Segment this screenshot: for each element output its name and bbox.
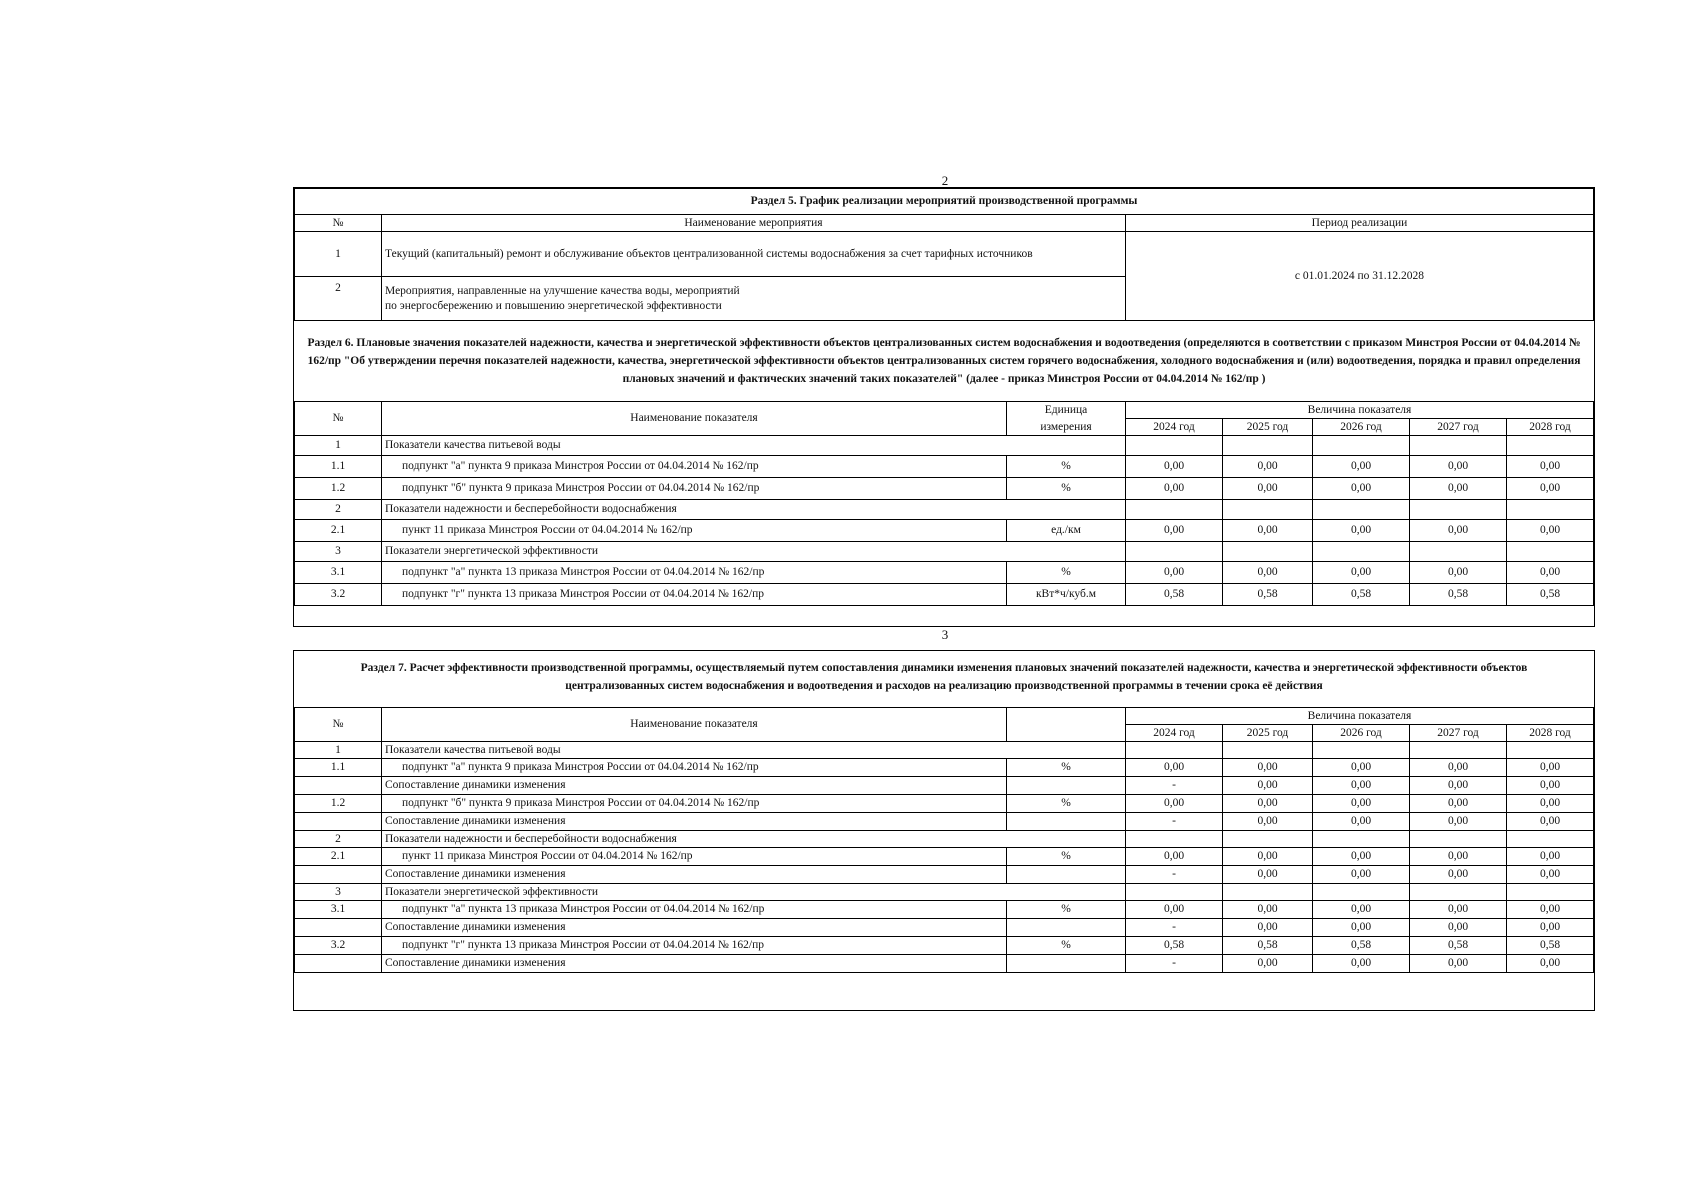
empty-cell bbox=[1313, 500, 1410, 520]
value-cell-2025: 0,00 bbox=[1223, 759, 1313, 777]
row-num: 1.1 bbox=[295, 759, 382, 777]
row-unit: % bbox=[1007, 937, 1126, 955]
row-num bbox=[295, 813, 382, 831]
value-cell-2027: 0,00 bbox=[1410, 848, 1507, 866]
s5-row-1-name: Текущий (капитальный) ремонт и обслуживание объектов централизованной системы водоснабжения за счет тарифных источников bbox=[382, 232, 1126, 277]
empty-cell bbox=[1126, 436, 1223, 456]
row-num: 1 bbox=[295, 742, 382, 759]
empty-cell bbox=[1507, 542, 1594, 562]
value-cell-2028: 0,00 bbox=[1507, 901, 1594, 919]
row-num: 1 bbox=[295, 436, 382, 456]
empty-cell bbox=[1313, 831, 1410, 848]
section-5-table bbox=[294, 188, 1594, 321]
table-row bbox=[295, 742, 1594, 759]
row-indicator-name: подпункт "а" пункта 9 приказа Минстроя России от 04.04.2014 № 162/пр bbox=[382, 456, 1007, 478]
s5-row-2-name-line1: Мероприятия, направленные на улучшение качества воды, мероприятий bbox=[385, 285, 740, 298]
empty-cell bbox=[1126, 742, 1223, 759]
table-row bbox=[295, 759, 1594, 777]
value-cell-2024: 0,58 bbox=[1126, 584, 1223, 606]
row-num bbox=[295, 777, 382, 795]
value-cell-2024: 0,00 bbox=[1126, 456, 1223, 478]
value-cell-2028: 0,00 bbox=[1507, 478, 1594, 500]
s7-year-2027: 2027 год bbox=[1410, 725, 1507, 742]
empty-cell bbox=[1313, 542, 1410, 562]
value-cell-2025: 0,58 bbox=[1223, 937, 1313, 955]
value-cell-2026: 0,00 bbox=[1313, 955, 1410, 973]
value-cell-2028: 0,00 bbox=[1507, 456, 1594, 478]
empty-cell bbox=[1223, 500, 1313, 520]
row-indicator-name: подпункт "а" пункта 13 приказа Минстроя России от 04.04.2014 № 162/пр bbox=[382, 901, 1007, 919]
empty-cell bbox=[1313, 436, 1410, 456]
value-cell-2026: 0,00 bbox=[1313, 901, 1410, 919]
s6-year-2026: 2026 год bbox=[1313, 419, 1410, 436]
value-cell-2028: 0,00 bbox=[1507, 777, 1594, 795]
empty-cell bbox=[1410, 500, 1507, 520]
section-6-title: Раздел 6. Плановые значения показателей надежности, качества и энергетической эффективности объектов централизованных систем водоснабжения и водоотведения (определяются в соответствии с приказом Минстроя России от 04.04.2014 № 162/пр "Об утверждении перечня показателей надежности, качества, энергетической эффективности объектов централизованных систем горячего водоснабжения, холодного водоснабжения и (или) водоотведения, порядка и правил определения плановых значений и фактических значений таких показателей" (далее - приказ Минстроя России от 04.04.2014 № 162/пр ) bbox=[307, 337, 1581, 385]
value-cell-2027: 0,58 bbox=[1410, 584, 1507, 606]
s6-col-unit-line1: Единица bbox=[1007, 402, 1126, 419]
value-cell-2028: 0,00 bbox=[1507, 520, 1594, 542]
table-row bbox=[295, 542, 1594, 562]
value-cell-2028: 0,00 bbox=[1507, 848, 1594, 866]
empty-cell bbox=[1410, 884, 1507, 901]
table-row bbox=[295, 795, 1594, 813]
s6-body bbox=[295, 436, 1594, 606]
value-cell-2028: 0,00 bbox=[1507, 813, 1594, 831]
section-7-block bbox=[293, 650, 1595, 1011]
row-num: 3.2 bbox=[295, 584, 382, 606]
row-unit: % bbox=[1007, 562, 1126, 584]
row-indicator-name: подпункт "а" пункта 13 приказа Минстроя России от 04.04.2014 № 162/пр bbox=[382, 562, 1007, 584]
s6-col-value: Величина показателя bbox=[1126, 402, 1594, 419]
value-cell-2024: 0,00 bbox=[1126, 795, 1223, 813]
value-cell-2024: - bbox=[1126, 777, 1223, 795]
value-cell-2026: 0,00 bbox=[1313, 866, 1410, 884]
s6-year-2024: 2024 год bbox=[1126, 419, 1223, 436]
value-cell-2024: 0,00 bbox=[1126, 848, 1223, 866]
value-cell-2024: 0,00 bbox=[1126, 901, 1223, 919]
table-row bbox=[295, 919, 1594, 937]
value-cell-2028: 0,00 bbox=[1507, 919, 1594, 937]
s7-year-2026: 2026 год bbox=[1313, 725, 1410, 742]
table-row bbox=[295, 831, 1594, 848]
value-cell-2024: - bbox=[1126, 919, 1223, 937]
row-indicator-name: подпункт "а" пункта 9 приказа Минстроя России от 04.04.2014 № 162/пр bbox=[382, 759, 1007, 777]
empty-cell bbox=[1313, 884, 1410, 901]
row-indicator-name: пункт 11 приказа Минстроя России от 04.04.2014 № 162/пр bbox=[382, 848, 1007, 866]
row-num: 1.1 bbox=[295, 456, 382, 478]
value-cell-2027: 0,00 bbox=[1410, 478, 1507, 500]
value-cell-2028: 0,00 bbox=[1507, 562, 1594, 584]
row-unit: % bbox=[1007, 478, 1126, 500]
row-unit bbox=[1007, 919, 1126, 937]
row-group-name: Показатели энергетической эффективности bbox=[382, 884, 1126, 901]
row-unit: % bbox=[1007, 901, 1126, 919]
value-cell-2025: 0,00 bbox=[1223, 866, 1313, 884]
row-num: 2.1 bbox=[295, 848, 382, 866]
row-unit bbox=[1007, 866, 1126, 884]
value-cell-2024: 0,00 bbox=[1126, 520, 1223, 542]
value-cell-2024: - bbox=[1126, 813, 1223, 831]
table-row bbox=[295, 478, 1594, 500]
table-row bbox=[295, 937, 1594, 955]
row-num: 3.1 bbox=[295, 901, 382, 919]
value-cell-2027: 0,00 bbox=[1410, 759, 1507, 777]
s7-col-value: Величина показателя bbox=[1126, 708, 1594, 725]
value-cell-2028: 0,00 bbox=[1507, 866, 1594, 884]
value-cell-2024: - bbox=[1126, 866, 1223, 884]
row-indicator-name: подпункт "г" пункта 13 приказа Минстроя России от 04.04.2014 № 162/пр bbox=[382, 937, 1007, 955]
row-unit: кВт*ч/куб.м bbox=[1007, 584, 1126, 606]
value-cell-2028: 0,00 bbox=[1507, 795, 1594, 813]
s7-year-2024: 2024 год bbox=[1126, 725, 1223, 742]
section-5-6-block bbox=[293, 187, 1595, 627]
row-unit bbox=[1007, 955, 1126, 973]
empty-cell bbox=[1126, 884, 1223, 901]
empty-cell bbox=[1223, 831, 1313, 848]
s6-year-2027: 2027 год bbox=[1410, 419, 1507, 436]
value-cell-2027: 0,58 bbox=[1410, 937, 1507, 955]
value-cell-2028: 0,58 bbox=[1507, 584, 1594, 606]
value-cell-2024: 0,00 bbox=[1126, 759, 1223, 777]
row-indicator-name: пункт 11 приказа Минстроя России от 04.04.2014 № 162/пр bbox=[382, 520, 1007, 542]
row-num: 3.1 bbox=[295, 562, 382, 584]
row-num: 2 bbox=[295, 500, 382, 520]
empty-cell bbox=[1126, 500, 1223, 520]
row-num: 3 bbox=[295, 542, 382, 562]
row-comparison-name: Сопоставление динамики изменения bbox=[382, 813, 1007, 831]
row-indicator-name: подпункт "б" пункта 9 приказа Минстроя России от 04.04.2014 № 162/пр bbox=[382, 795, 1007, 813]
value-cell-2025: 0,58 bbox=[1223, 584, 1313, 606]
s6-col-unit-line2: измерения bbox=[1007, 419, 1126, 436]
row-unit: % bbox=[1007, 759, 1126, 777]
table-row bbox=[295, 456, 1594, 478]
value-cell-2026: 0,00 bbox=[1313, 848, 1410, 866]
value-cell-2026: 0,00 bbox=[1313, 520, 1410, 542]
row-comparison-name: Сопоставление динамики изменения bbox=[382, 919, 1007, 937]
row-unit: % bbox=[1007, 456, 1126, 478]
row-num bbox=[295, 955, 382, 973]
s5-row-1-num: 1 bbox=[295, 232, 382, 277]
empty-cell bbox=[1223, 742, 1313, 759]
table-row bbox=[295, 866, 1594, 884]
empty-cell bbox=[1223, 884, 1313, 901]
value-cell-2028: 0,00 bbox=[1507, 955, 1594, 973]
value-cell-2028: 0,58 bbox=[1507, 937, 1594, 955]
s6-year-2028: 2028 год bbox=[1507, 419, 1594, 436]
table-row bbox=[295, 777, 1594, 795]
value-cell-2026: 0,00 bbox=[1313, 562, 1410, 584]
row-comparison-name: Сопоставление динамики изменения bbox=[382, 955, 1007, 973]
empty-cell bbox=[1126, 831, 1223, 848]
value-cell-2026: 0,00 bbox=[1313, 759, 1410, 777]
row-num: 1.2 bbox=[295, 795, 382, 813]
empty-cell bbox=[1507, 500, 1594, 520]
value-cell-2025: 0,00 bbox=[1223, 520, 1313, 542]
row-num bbox=[295, 866, 382, 884]
value-cell-2027: 0,00 bbox=[1410, 901, 1507, 919]
value-cell-2025: 0,00 bbox=[1223, 777, 1313, 795]
section-6-table bbox=[294, 401, 1594, 606]
empty-cell bbox=[1410, 742, 1507, 759]
row-indicator-name: подпункт "б" пункта 9 приказа Минстроя России от 04.04.2014 № 162/пр bbox=[382, 478, 1007, 500]
value-cell-2025: 0,00 bbox=[1223, 919, 1313, 937]
s6-year-2025: 2025 год bbox=[1223, 419, 1313, 436]
row-group-name: Показатели качества питьевой воды bbox=[382, 436, 1126, 456]
table-row bbox=[295, 436, 1594, 456]
value-cell-2027: 0,00 bbox=[1410, 955, 1507, 973]
value-cell-2026: 0,00 bbox=[1313, 813, 1410, 831]
empty-cell bbox=[1507, 742, 1594, 759]
row-num bbox=[295, 919, 382, 937]
table-row bbox=[295, 520, 1594, 542]
s5-row-2-num: 2 bbox=[295, 277, 382, 321]
s5-period: с 01.01.2024 по 31.12.2028 bbox=[1126, 232, 1594, 321]
section-5-title: Раздел 5. График реализации мероприятий производственной программы bbox=[295, 189, 1594, 215]
value-cell-2027: 0,00 bbox=[1410, 795, 1507, 813]
table-row bbox=[295, 884, 1594, 901]
row-num: 1.2 bbox=[295, 478, 382, 500]
value-cell-2025: 0,00 bbox=[1223, 848, 1313, 866]
value-cell-2026: 0,00 bbox=[1313, 919, 1410, 937]
s5-col-period: Период реализации bbox=[1126, 215, 1594, 232]
value-cell-2024: 0,58 bbox=[1126, 937, 1223, 955]
empty-cell bbox=[1126, 542, 1223, 562]
row-num: 2 bbox=[295, 831, 382, 848]
s5-row-2-name bbox=[382, 277, 1126, 321]
s7-year-2028: 2028 год bbox=[1507, 725, 1594, 742]
page-number-2: 2 bbox=[941, 173, 949, 188]
value-cell-2025: 0,00 bbox=[1223, 955, 1313, 973]
row-unit: % bbox=[1007, 795, 1126, 813]
value-cell-2025: 0,00 bbox=[1223, 795, 1313, 813]
row-num: 3.2 bbox=[295, 937, 382, 955]
empty-cell bbox=[1507, 884, 1594, 901]
value-cell-2026: 0,00 bbox=[1313, 777, 1410, 795]
section-7-table bbox=[294, 707, 1594, 973]
value-cell-2024: 0,00 bbox=[1126, 478, 1223, 500]
table-row bbox=[295, 955, 1594, 973]
value-cell-2024: 0,00 bbox=[1126, 562, 1223, 584]
empty-cell bbox=[1507, 436, 1594, 456]
s7-col-unit bbox=[1007, 708, 1126, 742]
empty-cell bbox=[1410, 436, 1507, 456]
s5-col-name: Наименование мероприятия bbox=[382, 215, 1126, 232]
empty-cell bbox=[1313, 742, 1410, 759]
row-indicator-name: подпункт "г" пункта 13 приказа Минстроя России от 04.04.2014 № 162/пр bbox=[382, 584, 1007, 606]
value-cell-2027: 0,00 bbox=[1410, 520, 1507, 542]
value-cell-2028: 0,00 bbox=[1507, 759, 1594, 777]
value-cell-2025: 0,00 bbox=[1223, 901, 1313, 919]
s5-row-2-name-line2: по энергосбережению и повышению энергетической эффективности bbox=[385, 299, 722, 312]
section-7-title: Раздел 7. Расчет эффективности производственной программы, осуществляемый путем сопоставления динамики изменения плановых значений показателей надежности, качества и энергетической эффективности объектов централизованных систем водоснабжения и водоотведения и расходов на реализацию производственной программы в течении срока её действия bbox=[360, 662, 1528, 692]
page-number-3: 3 bbox=[941, 627, 949, 642]
value-cell-2027: 0,00 bbox=[1410, 813, 1507, 831]
value-cell-2025: 0,00 bbox=[1223, 478, 1313, 500]
s7-year-2025: 2025 год bbox=[1223, 725, 1313, 742]
value-cell-2026: 0,00 bbox=[1313, 456, 1410, 478]
table-row bbox=[295, 500, 1594, 520]
s7-col-num: № bbox=[295, 708, 382, 742]
row-group-name: Показатели энергетической эффективности bbox=[382, 542, 1126, 562]
value-cell-2025: 0,00 bbox=[1223, 562, 1313, 584]
value-cell-2027: 0,00 bbox=[1410, 919, 1507, 937]
value-cell-2027: 0,00 bbox=[1410, 866, 1507, 884]
empty-cell bbox=[1410, 831, 1507, 848]
row-unit bbox=[1007, 777, 1126, 795]
value-cell-2027: 0,00 bbox=[1410, 777, 1507, 795]
s7-col-name: Наименование показателя bbox=[382, 708, 1007, 742]
row-unit bbox=[1007, 813, 1126, 831]
value-cell-2026: 0,00 bbox=[1313, 478, 1410, 500]
value-cell-2025: 0,00 bbox=[1223, 813, 1313, 831]
row-num: 3 bbox=[295, 884, 382, 901]
table-row bbox=[295, 562, 1594, 584]
row-group-name: Показатели надежности и бесперебойности водоснабжения bbox=[382, 831, 1126, 848]
empty-cell bbox=[1410, 542, 1507, 562]
value-cell-2024: - bbox=[1126, 955, 1223, 973]
row-num: 2.1 bbox=[295, 520, 382, 542]
empty-cell bbox=[1223, 436, 1313, 456]
value-cell-2026: 0,58 bbox=[1313, 584, 1410, 606]
row-group-name: Показатели надежности и бесперебойности водоснабжения bbox=[382, 500, 1126, 520]
empty-cell bbox=[1507, 831, 1594, 848]
value-cell-2026: 0,58 bbox=[1313, 937, 1410, 955]
table-row bbox=[295, 848, 1594, 866]
row-group-name: Показатели качества питьевой воды bbox=[382, 742, 1126, 759]
s7-body bbox=[295, 742, 1594, 973]
value-cell-2027: 0,00 bbox=[1410, 456, 1507, 478]
s6-col-num: № bbox=[295, 402, 382, 436]
table-row bbox=[295, 901, 1594, 919]
value-cell-2025: 0,00 bbox=[1223, 456, 1313, 478]
value-cell-2026: 0,00 bbox=[1313, 795, 1410, 813]
row-comparison-name: Сопоставление динамики изменения bbox=[382, 866, 1007, 884]
table-row bbox=[295, 584, 1594, 606]
empty-cell bbox=[1223, 542, 1313, 562]
row-unit: ед./км bbox=[1007, 520, 1126, 542]
value-cell-2027: 0,00 bbox=[1410, 562, 1507, 584]
row-comparison-name: Сопоставление динамики изменения bbox=[382, 777, 1007, 795]
s5-col-num: № bbox=[295, 215, 382, 232]
table-row bbox=[295, 813, 1594, 831]
s6-col-name: Наименование показателя bbox=[382, 402, 1007, 436]
row-unit: % bbox=[1007, 848, 1126, 866]
